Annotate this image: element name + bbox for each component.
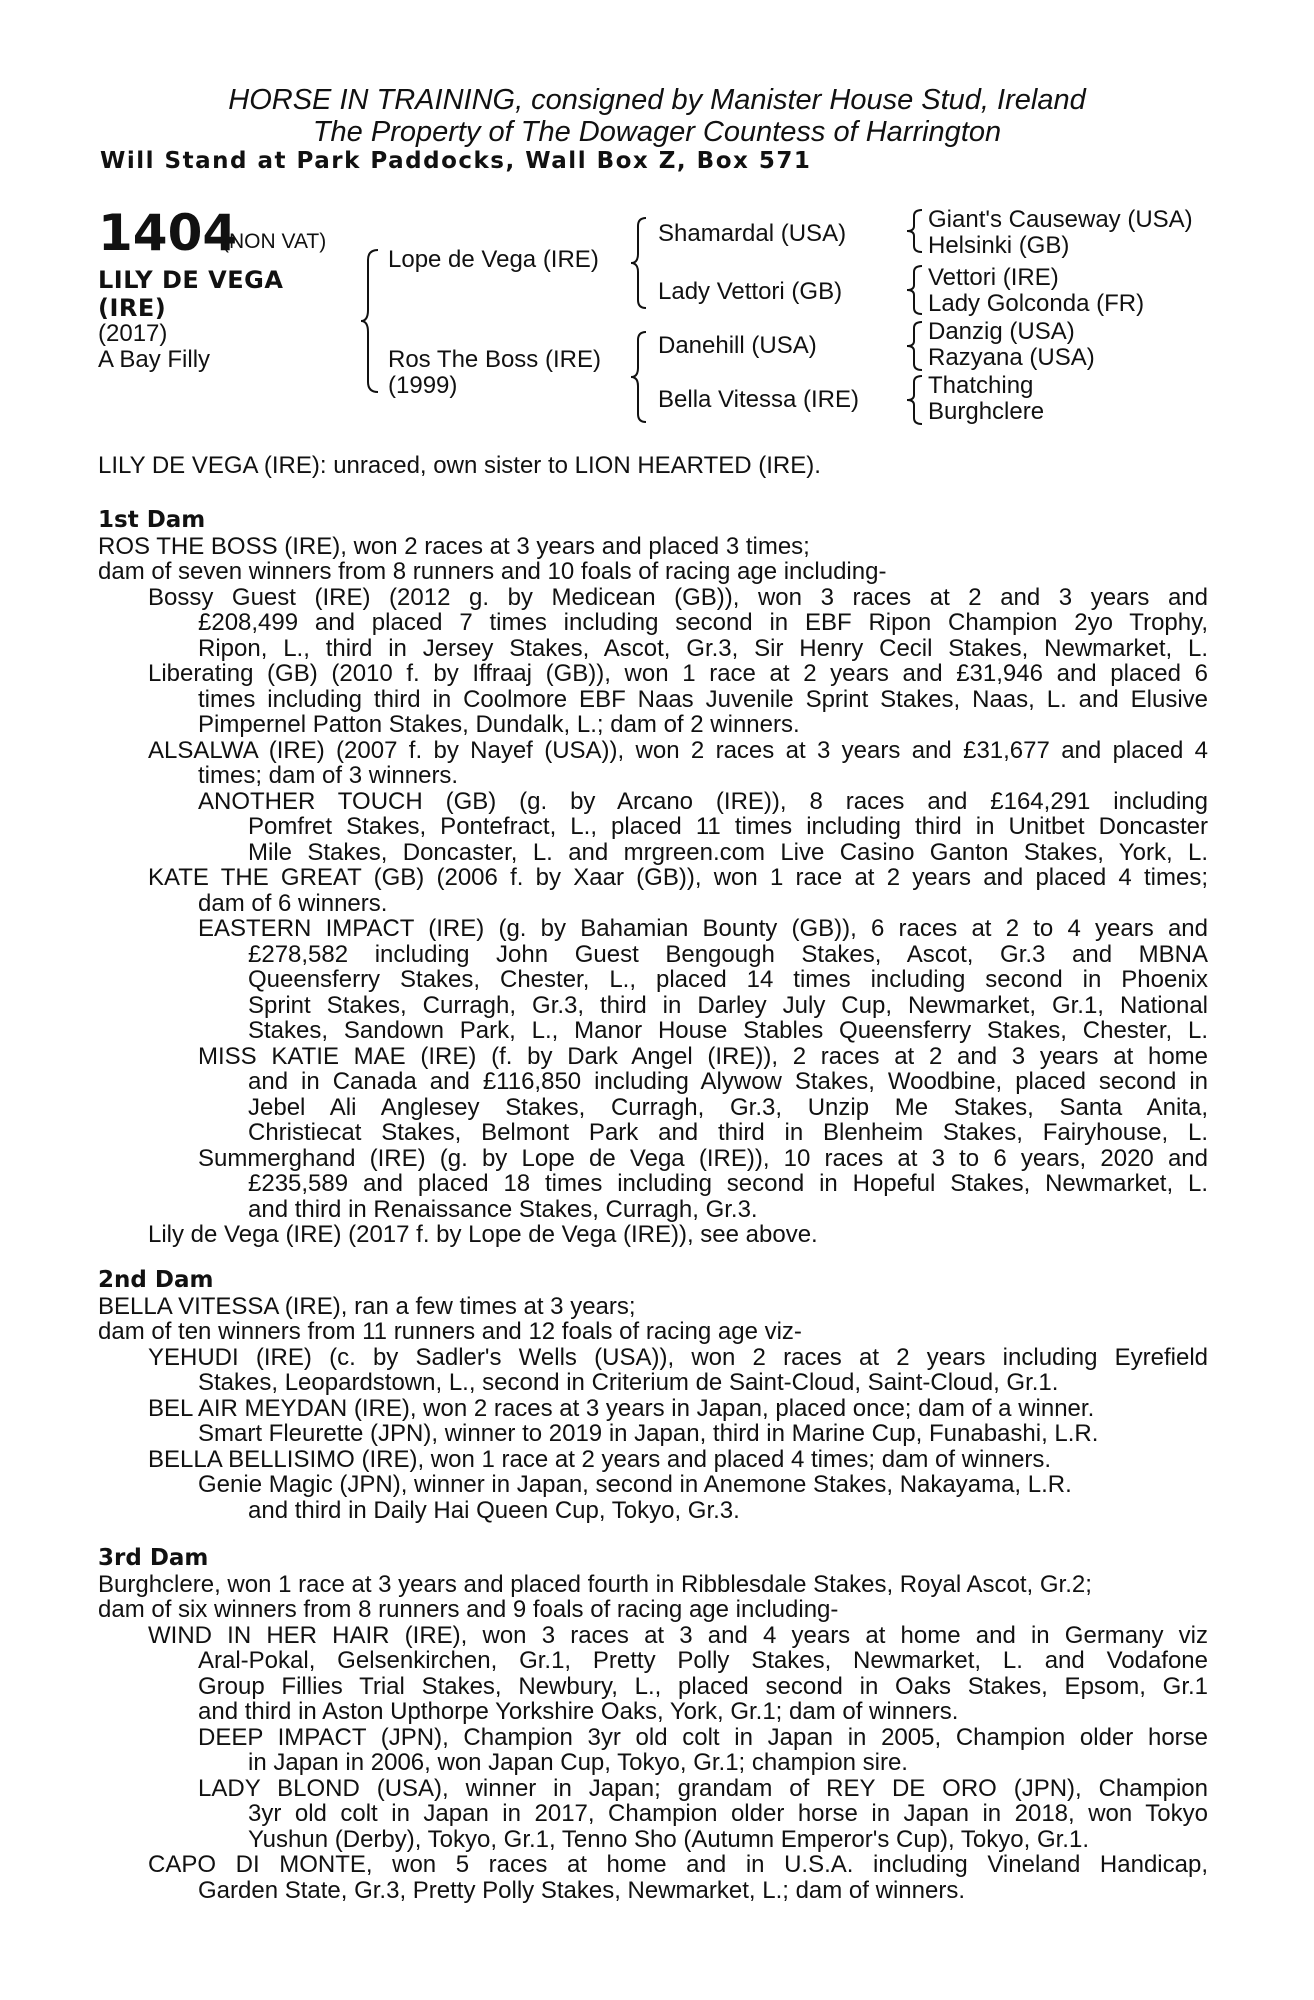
pedigree-brace-sd: [906, 264, 924, 316]
text-line: dam of six winners from 8 runners and 9 foals of racing age including-: [98, 1596, 839, 1623]
pedigree-ssd: Helsinki (GB): [928, 232, 1070, 259]
text-line: and third in Renaissance Stakes, Curragh, Gr.3.: [248, 1195, 758, 1223]
text-line: Stakes, Sandown Park, L., Manor House Stables Queensferry Stakes, Chester, L.: [248, 1017, 1208, 1044]
text-line: WIND IN HER HAIR (IRE), won 3 races at 3 and 4 years at home and in Germany viz: [148, 1621, 1208, 1649]
text-line: Bossy Guest (IRE) (2012 g. by Medicean (GB)), won 3 races at 2 and 3 years and: [148, 583, 1208, 611]
foaling-year: (2017): [98, 320, 168, 347]
text-line: Burghclere, won 1 race at 3 years and placed fourth in Ribblesdale Stakes, Royal Ascot, Gr.2;: [98, 1570, 1092, 1598]
text-line: Christiecat Stakes, Belmont Park and third in Blenheim Stakes, Fairyhouse, L.: [248, 1119, 1208, 1146]
pedigree-dss: Danzig (USA): [928, 318, 1075, 345]
text-line: Yushun (Derby), Tokyo, Gr.1, Tenno Sho (Autumn Emperor's Cup), Tokyo, Gr.1.: [248, 1825, 1089, 1853]
pedigree-sss: Giant's Causeway (USA): [928, 206, 1193, 233]
text-line: ALSALWA (IRE) (2007 f. by Nayef (USA)), won 2 races at 3 years and £31,677 and placed 4: [148, 736, 1208, 764]
text-line: Aral-Pokal, Gelsenkirchen, Gr.1, Pretty Polly Stakes, Newmarket, L. and Vodafone: [198, 1647, 1208, 1674]
text-line: LADY BLOND (USA), winner in Japan; grandam of REY DE ORO (JPN), Champion: [198, 1774, 1208, 1802]
text-line: £208,499 and placed 7 times including second in EBF Ripon Champion 2yo Trophy,: [198, 609, 1208, 636]
stand-location: Will Stand at Park Paddocks, Wall Box Z, Box 571: [100, 148, 812, 174]
property-line: The Property of The Dowager Countess of Harrington: [312, 116, 1002, 148]
text-line: Mile Stakes, Doncaster, L. and mrgreen.com Live Casino Ganton Stakes, York, L.: [248, 838, 1208, 866]
text-line: 3yr old colt in Japan in 2017, Champion older horse in Japan in 2018, won Tokyo: [248, 1800, 1208, 1827]
text-line: Group Fillies Trial Stakes, Newbury, L., placed second in Oaks Stakes, Epsom, Gr.1: [198, 1672, 1208, 1700]
pedigree-sds: Vettori (IRE): [928, 264, 1059, 291]
text-line: Lily de Vega (IRE) (2017 f. by Lope de Vega (IRE)), see above.: [148, 1221, 818, 1248]
pedigree-brace-gen1: [360, 248, 380, 394]
pedigree-sire-dam: Lady Vettori (GB): [658, 278, 843, 305]
first-dam-heading: 1st Dam: [98, 507, 206, 533]
text-line: YEHUDI (IRE) (c. by Sadler's Wells (USA)), won 2 races at 2 years including Eyrefield: [148, 1343, 1208, 1371]
text-line: BEL AIR MEYDAN (IRE), won 2 races at 3 years in Japan, placed once; dam of a winner.: [148, 1394, 1095, 1422]
pedigree-brace-dam: [630, 330, 648, 424]
second-dam-heading: 2nd Dam: [98, 1267, 214, 1293]
text-line: dam of seven winners from 8 runners and 10 foals of racing age including-: [98, 558, 887, 585]
second-dam-section: [98, 1268, 1208, 1523]
text-line: BELLA BELLISIMO (IRE), won 1 race at 2 years and placed 4 times; dam of winners.: [148, 1445, 1052, 1473]
text-line: and in Canada and £116,850 including Alywow Stakes, Woodbine, placed second in: [248, 1068, 1208, 1095]
text-line: CAPO DI MONTE, won 5 races at home and in U.S.A. including Vineland Handicap,: [148, 1851, 1208, 1878]
text-line: EASTERN IMPACT (IRE) (g. by Bahamian Bounty (GB)), 6 races at 2 to 4 years and: [198, 915, 1208, 942]
pedigree-brace-sire: [630, 216, 648, 310]
text-line: Ripon, L., third in Jersey Stakes, Ascot, Gr.3, Sir Henry Cecil Stakes, Newmarket, L.: [198, 634, 1208, 662]
text-line: and third in Daily Hai Queen Cup, Tokyo, Gr.3.: [248, 1496, 740, 1524]
text-line: ROS THE BOSS (IRE), won 2 races at 3 years and placed 3 times;: [98, 532, 810, 560]
text-line: Pimpernel Patton Stakes, Dundalk, L.; dam of 2 winners.: [198, 711, 800, 738]
horse-description: A Bay Filly: [98, 346, 211, 373]
horse-name: LILY DE VEGA: [98, 266, 284, 294]
text-line: DEEP IMPACT (JPN), Champion 3yr old colt in Japan in 2005, Champion older horse: [198, 1723, 1208, 1751]
text-line: dam of 6 winners.: [198, 889, 388, 917]
pedigree-dam: Ros The Boss (IRE): [388, 346, 601, 373]
text-line: Stakes, Leopardstown, L., second in Criterium de Saint-Cloud, Saint-Cloud, Gr.1.: [198, 1369, 1059, 1396]
text-line: times; dam of 3 winners.: [198, 762, 459, 789]
pedigree-dam-sire: Danehill (USA): [658, 332, 817, 359]
pedigree-sire: Lope de Vega (IRE): [388, 246, 599, 273]
text-line: times including third in Coolmore EBF Naas Juvenile Sprint Stakes, Naas, L. and Elusive: [198, 685, 1208, 713]
pedigree-dam-dam: Bella Vitessa (IRE): [658, 386, 859, 413]
text-line: Sprint Stakes, Curragh, Gr.3, third in Darley July Cup, Newmarket, Gr.1, National: [248, 991, 1208, 1019]
text-line: KATE THE GREAT (GB) (2006 f. by Xaar (GB)), won 1 race at 2 years and placed 4 times;: [148, 864, 1208, 891]
consignor-line: HORSE IN TRAINING, consigned by Manister House Stud, Ireland: [228, 84, 1086, 116]
first-dam-section: [98, 508, 1208, 1248]
text-line: Jebel Ali Anglesey Stakes, Curragh, Gr.3, Unzip Me Stakes, Santa Anita,: [248, 1093, 1208, 1121]
pedigree-sdd: Lady Golconda (FR): [928, 290, 1145, 317]
text-line: Liberating (GB) (2010 f. by Iffraaj (GB)), won 1 race at 2 years and £31,946 and placed 6: [148, 660, 1208, 687]
pedigree-dam-year: (1999): [388, 372, 458, 399]
text-line: Smart Fleurette (JPN), winner to 2019 in Japan, third in Marine Cup, Funabashi, L.R.: [198, 1420, 1099, 1447]
pedigree-dsd: Razyana (USA): [928, 344, 1095, 371]
pedigree-brace-ss: [906, 208, 924, 254]
pedigree-dds: Thatching: [928, 372, 1034, 399]
text-line: dam of ten winners from 11 runners and 12 foals of racing age viz-: [98, 1318, 802, 1345]
third-dam-section: [98, 1546, 1208, 1903]
intro-line: LILY DE VEGA (IRE): unraced, own sister to LION HEARTED (IRE).: [98, 452, 821, 479]
text-line: £278,582 including John Guest Bengough Stakes, Ascot, Gr.3 and MBNA: [248, 940, 1208, 968]
text-line: in Japan in 2006, won Japan Cup, Tokyo, Gr.1; champion sire.: [248, 1749, 908, 1776]
vat-status: (NON VAT): [222, 230, 327, 253]
text-line: and third in Aston Upthorpe Yorkshire Oaks, York, Gr.1; dam of winners.: [198, 1698, 959, 1725]
text-line: ANOTHER TOUCH (GB) (g. by Arcano (IRE)), 8 races and £164,291 including: [198, 787, 1208, 815]
text-line: BELLA VITESSA (IRE), ran a few times at 3 years;: [98, 1292, 636, 1320]
lot-number: 1404: [98, 204, 238, 262]
text-line: Pomfret Stakes, Pontefract, L., placed 11 times including third in Unitbet Doncaster: [248, 813, 1208, 840]
text-line: Summerghand (IRE) (g. by Lope de Vega (IRE)), 10 races at 3 to 6 years, 2020 and: [198, 1144, 1208, 1172]
pedigree-sire-sire: Shamardal (USA): [658, 220, 847, 247]
text-line: Genie Magic (JPN), winner in Japan, second in Anemone Stakes, Nakayama, L.R.: [198, 1471, 1072, 1498]
horse-suffix: (IRE): [98, 294, 167, 322]
text-line: Garden State, Gr.3, Pretty Polly Stakes, Newmarket, L.; dam of winners.: [198, 1876, 965, 1904]
text-line: MISS KATIE MAE (IRE) (f. by Dark Angel (IRE)), 2 races at 2 and 3 years at home: [198, 1042, 1208, 1070]
text-line: £235,589 and placed 18 times including second in Hopeful Stakes, Newmarket, L.: [248, 1170, 1208, 1197]
pedigree-ddd: Burghclere: [928, 398, 1045, 425]
pedigree-brace-ds: [906, 320, 924, 372]
pedigree-brace-dd: [906, 374, 924, 426]
third-dam-heading: 3rd Dam: [98, 1545, 209, 1571]
text-line: Queensferry Stakes, Chester, L., placed 14 times including second in Phoenix: [248, 966, 1208, 993]
